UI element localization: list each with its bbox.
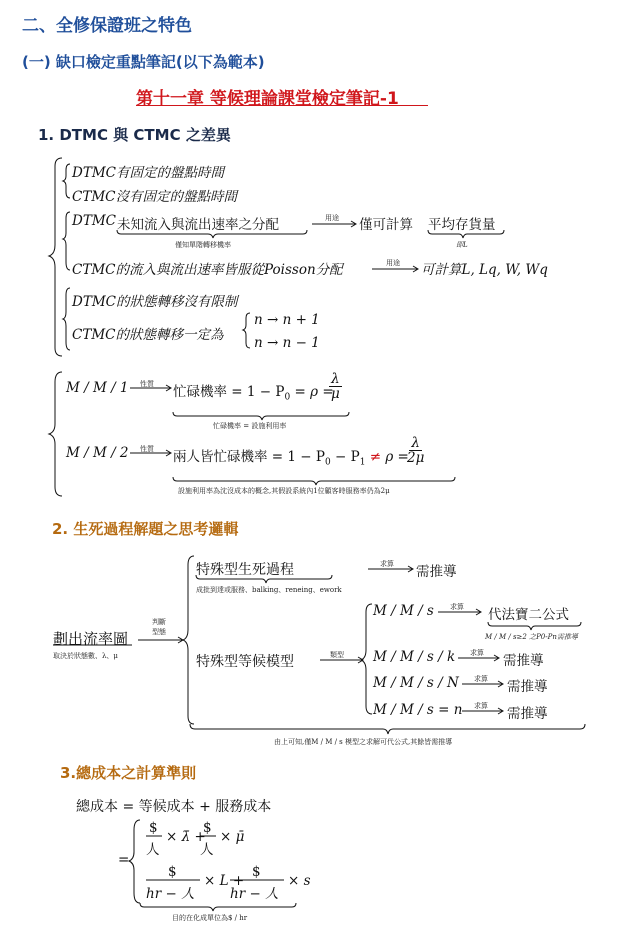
sec1-line1: DTMC有固定的盤點時間	[72, 165, 224, 181]
sec1-line3-a: DTMC	[72, 213, 116, 229]
sec1-line3-b: 未知流入與流出速率之分配	[117, 217, 279, 233]
heading-main: 二、全修保證班之特色	[22, 16, 192, 36]
sec1-line4-b: 可計算L, Lq, W, Wq	[421, 262, 548, 278]
mm1-prop: 性質	[140, 380, 154, 388]
sec2-left-note: 取決於狀態數、λ、μ	[53, 652, 118, 660]
sec1-line4-use: 用途	[386, 259, 400, 267]
mm2-frac: $\frac{\lambda}{2\mu}$	[407, 435, 425, 467]
sec1-line6-a: n → n + 1	[254, 312, 320, 328]
sec2-judge: 判斷	[152, 618, 166, 626]
chapter-title: 第十一章 等候理論課堂檢定筆記-1	[136, 89, 399, 109]
mm2-note: 設施利用率為沈沒成本的概念,其假設系統內1位顧客時服務率仍為2μ	[178, 487, 390, 495]
mm1-b: 忙碌機率 = $1 - P_0 = \rho$ =	[173, 384, 334, 403]
sec1-line3-use: 用途	[325, 214, 339, 222]
sec2-solve4: 求算	[474, 675, 488, 683]
sec1-line3-d: 平均存貨量	[428, 217, 496, 233]
sec3-r2-den1: hr − 人	[146, 886, 195, 902]
sec1-line3-c: 僅可計算	[359, 217, 413, 233]
sec2-special-bd-note: 成批到達或服務、balking、reneing、ework	[196, 586, 342, 594]
sec2-solve3: 求算	[470, 649, 484, 657]
sec1-line3-note: 僅知單階轉移機率	[175, 241, 231, 249]
sec2-solve2: 求算	[450, 603, 464, 611]
sec2-mmsk: M / M / s / k	[373, 649, 456, 665]
sec2-need3: 需推導	[507, 679, 548, 695]
mm2-b: 兩人皆忙碌機率 = $1 - P_0 - P_1 \ne \rho$ =	[173, 449, 409, 468]
sec3-title: 3.總成本之計算準則	[60, 764, 197, 782]
sec2-mms: M / M / s	[373, 603, 434, 619]
mm2-prop: 性質	[140, 445, 154, 453]
mm2-a: M / M / 2	[66, 445, 129, 461]
sec2-solve1: 求算	[380, 560, 394, 568]
sec2-special-bd: 特殊型生死過程	[196, 562, 294, 578]
sec3-r2-times2: × s	[288, 873, 311, 889]
sec3-r1-den1: 人	[146, 842, 160, 858]
sec1-line4-a: CTMC的流入與流出速率皆服從Poisson分配	[72, 262, 343, 278]
sec1-title: 1. DTMC 與 CTMC 之差異	[38, 126, 231, 144]
sec3-total: 總成本 = 等候成本 + 服務成本	[76, 799, 272, 815]
sec3-r1-times1: × λ̄ +	[166, 829, 206, 845]
sec2-left-label: 劃出流率圖	[53, 630, 129, 648]
sec2-mmsn2: M / M / s = n	[373, 702, 463, 718]
mm1-note: 忙碌機率 = 設施利用率	[213, 422, 287, 430]
sec1-line5: DTMC的狀態轉移沒有限制	[72, 294, 238, 310]
sec2-solve5: 求算	[474, 702, 488, 710]
sec2-need2: 需推導	[503, 653, 544, 669]
heading-sub: (一) 缺口檢定重點筆記(以下為範本)	[22, 53, 265, 71]
sec1-line3-note2: 即L	[456, 241, 468, 249]
sec3-r1-num1: $	[149, 820, 158, 836]
sec3-r2-den2: hr − 人	[230, 886, 279, 902]
sec1-line6: CTMC的狀態轉移一定為	[72, 327, 224, 343]
mm1-a: M / M / 1	[66, 380, 129, 396]
sec3-r2-times1: × L +	[204, 873, 245, 889]
sec3-r2-num1: $	[168, 864, 177, 880]
mm1-frac: $\frac{\lambda}{\mu}$	[331, 371, 340, 403]
sec3-r1-num2: $	[203, 820, 212, 836]
sec2-need1: 需推導	[416, 564, 457, 580]
sec2-bottom-note: 由上可知,僅M / M / s 模型之求解可代公式,其餘皆需推導	[274, 738, 453, 746]
sec2-mmsn: M / M / s / N	[373, 675, 459, 691]
sec1-line6-b: n → n − 1	[254, 335, 320, 351]
sec1-line2: CTMC沒有固定的盤點時間	[72, 189, 237, 205]
sec2-type: 型態	[152, 628, 166, 636]
sec2-kind: 類型	[330, 651, 344, 659]
sec3-r2-num2: $	[252, 864, 261, 880]
sec3-r1-den2: 人	[200, 842, 214, 858]
sec2-formula-note: M / M / s≥2 之P0-Pn需推導	[485, 633, 578, 641]
sec2-special-queue: 特殊型等候模型	[196, 654, 294, 670]
sec2-title: 2. 生死過程解題之思考邏輯	[52, 520, 239, 538]
sec3-eq: =	[118, 852, 130, 868]
sec3-r1-times2: × μ̄	[220, 829, 245, 845]
sec2-need4: 需推導	[507, 706, 548, 722]
sec3-note: 目的在化成單位為$ / hr	[172, 914, 248, 922]
sec2-formula: 代法寶二公式	[488, 607, 569, 623]
